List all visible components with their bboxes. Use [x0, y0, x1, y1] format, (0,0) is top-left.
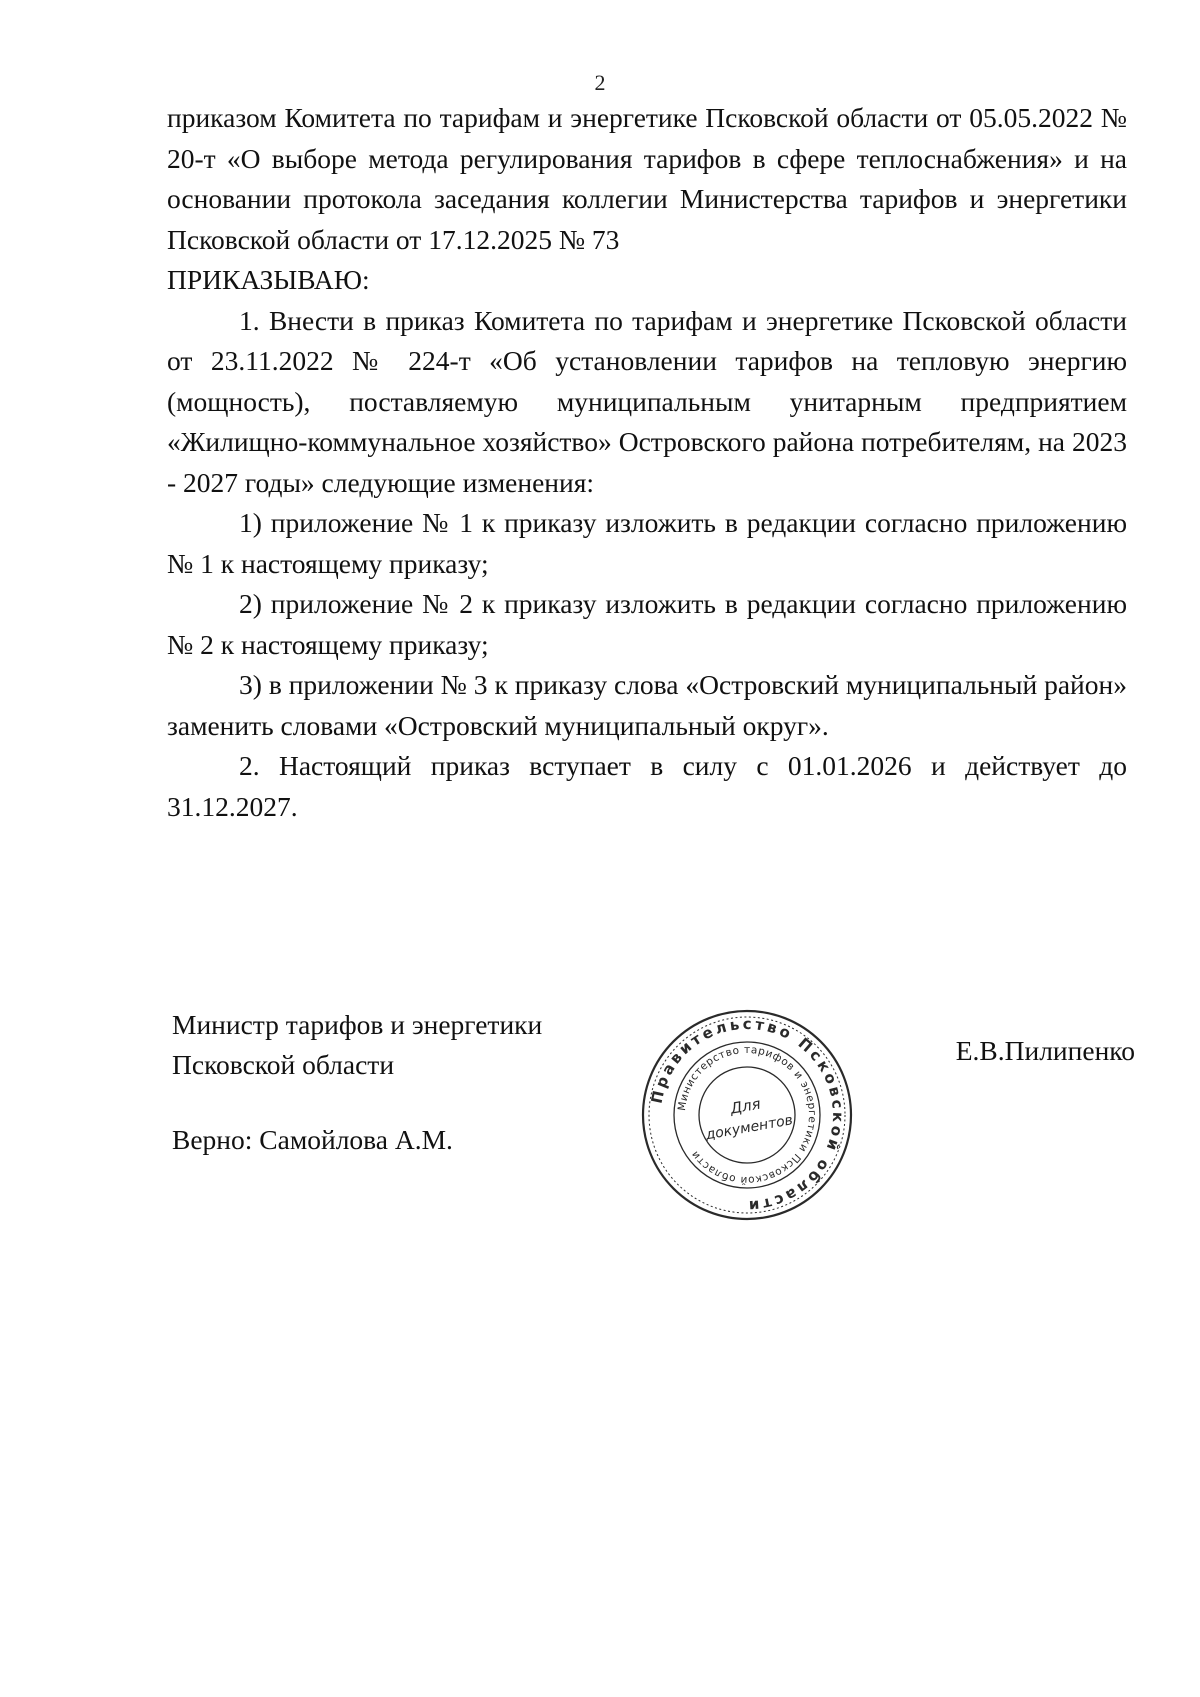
seal-inner-text: Министерство тарифов и энергетики Псковской области: [676, 1043, 819, 1187]
svg-text:Министерство тарифов и энергет: [676, 1044, 818, 1186]
seal-center-line2: документов: [704, 1112, 795, 1144]
clause-1-item-3: 3) в приложении № 3 к приказу слова «Островский муниципальный район» заменить словами «Островский муниципальный округ».: [167, 669, 1127, 741]
verified-copy-note: Верно: Самойлова А.М.: [172, 1124, 453, 1155]
seal-outer-text: Правительство Псковской области: [647, 1014, 848, 1216]
page-number: 2: [594, 70, 606, 95]
seal-graphic: [637, 1005, 857, 1225]
order-heading: ПРИКАЗЫВАЮ:: [167, 264, 370, 295]
clause-1-item-1: 1) приложение № 1 к приказу изложить в редакции согласно приложению № 1 к настоящему приказу;: [167, 507, 1127, 579]
signatory-name: Е.В.Пилипенко: [955, 1035, 1135, 1066]
clause-1: 1. Внести в приказ Комитета по тарифам и энергетике Псковской области от 23.11.2022 № 224-т «Об установлении тарифов на тепловую энергию (мощность), поставляемую муниципальным унитарным предприятием «Жилищно-коммунальное хозяйство» Островского района потребителям, на 2023 - 2027 годы» следующие изменения:: [167, 304, 1127, 498]
document-body: [167, 98, 1127, 827]
clause-1-item-2: 2) приложение № 2 к приказу изложить в редакции согласно приложению № 2 к настоящему приказу;: [167, 588, 1127, 660]
signatory-position: [172, 1005, 632, 1085]
signatory-position-line1: Министр тарифов и энергетики: [172, 1009, 543, 1040]
seal-center-line1: Для: [728, 1094, 762, 1118]
clause-2: 2. Настоящий приказ вступает в силу с 01.01.2026 и действует до 31.12.2027.: [167, 750, 1127, 822]
official-seal-stamp: [637, 1005, 857, 1225]
preamble-paragraph: приказом Комитета по тарифам и энергетике Псковской области от 05.05.2022 № 20-т «О выборе метода регулирования тарифов в сфере теплоснабжения» и на основании протокола заседания коллегии Министерства тарифов и энергетики Псковской области от 17.12.2025 № 73: [167, 102, 1127, 255]
signatory-position-line2: Псковской области: [172, 1049, 395, 1080]
